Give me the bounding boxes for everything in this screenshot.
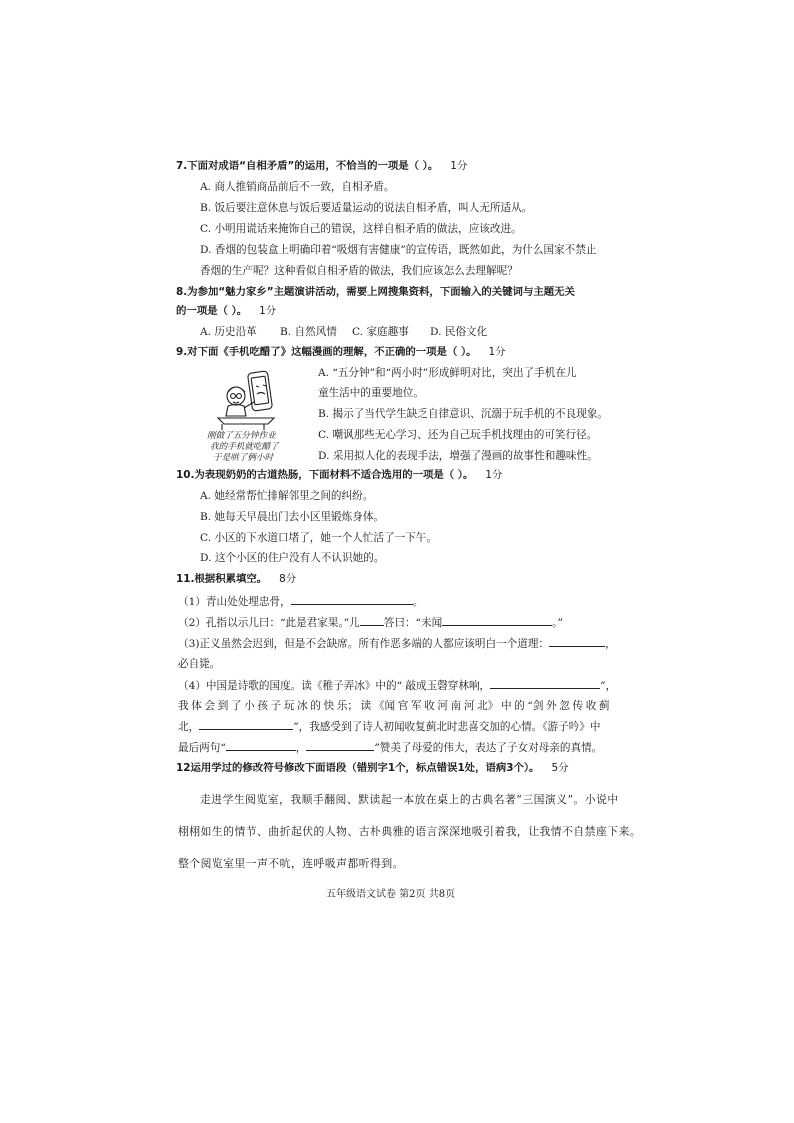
- q8-option-a: A. 历史沿革: [200, 326, 257, 338]
- justified-text-segment: 南: [450, 700, 462, 712]
- justified-text-segment: 小: [244, 700, 255, 712]
- q12-paragraph-line-2: 栩栩如生的情节、曲折起伏的人物、古朴典雅的语言深深地吸引着我，让我情不自禁座下来。: [178, 825, 642, 838]
- q11-item-2: （2）孔指以示儿曰：“此是君家果。”儿 答曰：“未闻 。”: [178, 617, 563, 629]
- justified-text-segment: 河: [463, 700, 475, 712]
- q12-title: 12运用学过的修改符号修改下面语段（错别字1个，标点错误1处，语病3个）。 5分: [176, 762, 569, 774]
- q9-option-c: C. 嘲讽那些无心学习、还为自己玩手机找理由的可笑行径。: [318, 429, 598, 441]
- q11-item-4-line-3: 北， ”，我感受到了诗人初闻收复蓟北时悲喜交加的心情。《游子吟》中: [178, 721, 601, 733]
- q8-option-b: B. 自然风情: [280, 326, 337, 338]
- q9-option-b: B. 揭示了当代学生缺乏自律意识、沉溺于玩手机的不良现象。: [318, 408, 608, 420]
- q9-option-a-cont: 童生活中的重要地位。: [318, 387, 424, 399]
- justified-text-segment: 了: [230, 700, 242, 712]
- justified-text-segment: 蓟: [599, 700, 610, 712]
- fill-blank[interactable]: [360, 615, 384, 626]
- justified-text-segment: 河: [437, 700, 448, 712]
- justified-text-segment: 中: [500, 700, 512, 712]
- q9-title: 9.对下面《手机吃醋了》这幅漫画的理解，不正确的一项是（ ）。 1分: [176, 346, 506, 358]
- q8-option-d: D. 民俗文化: [430, 326, 488, 338]
- q11-item-4: （4）中国是诗歌的国度。读《稚子弄冰》中的“ 敲成玉磬穿林响， ”，: [178, 680, 617, 692]
- q11-item-4-line-4: 最后两句“ ， ”赞美了母爱的伟大，表达了子女对母亲的真情。: [178, 742, 603, 754]
- comic-caption-line-1: 刚做了五分钟作业: [207, 431, 276, 441]
- justified-text-segment: 的: [310, 700, 321, 712]
- justified-text-segment: 我: [178, 700, 189, 712]
- q10-option-b: B. 她每天早晨出门去小区里锻炼身体。: [200, 511, 385, 523]
- justified-text-segment: 收: [585, 700, 597, 712]
- q10-option-a: A. 她经常帮忙排解邻里之间的纠纷。: [200, 490, 374, 502]
- justified-text-segment: 孩: [257, 700, 268, 712]
- comic-caption-line-3: 于是哄了俩小时: [213, 453, 274, 462]
- fill-blank[interactable]: [442, 615, 552, 626]
- justified-text-segment: 《闻: [373, 700, 396, 712]
- justified-text-segment: 官: [397, 700, 409, 712]
- fill-blank[interactable]: [291, 594, 413, 605]
- page-footer: 五年级语文试卷 第2页 共8页: [326, 889, 456, 900]
- q10-title: 10.为表现奶奶的古道热肠，下面材料不适合选用的一项是（ ）。 1分: [176, 469, 503, 481]
- fill-blank[interactable]: [199, 719, 293, 730]
- fill-blank[interactable]: [490, 678, 600, 689]
- justified-text-segment: 会: [204, 700, 216, 712]
- justified-text-segment: 冰: [297, 700, 308, 712]
- justified-text-segment: 体: [191, 700, 202, 712]
- justified-text-segment: 北》: [477, 700, 499, 712]
- q8-title: 8.为参加“魅力家乡”主题演讲活动，需要上网搜集资料，下面输入的关键词与主题无关: [176, 286, 575, 298]
- justified-text-segment: 读: [360, 700, 372, 712]
- q7-title: 7.下面对成语“自相矛盾”的运用，不恰当的一项是（ ）。 1分: [176, 160, 468, 172]
- justified-text-segment: 乐；: [336, 700, 358, 712]
- q11-item-1: （1）青山处处埋忠骨， 。: [178, 596, 424, 608]
- q11-item-4-line-2: [178, 699, 610, 713]
- fill-blank[interactable]: [306, 740, 374, 751]
- q12-paragraph-line-1: 走进学生阅览室，我顺手翻阅、默读起一本放在桌上的古典名著“三国演义”。小说中: [200, 793, 619, 806]
- q11-item-3: （3)正义虽然会迟到，但是不会缺席。所有作恶多端的人都应该明白一个道理： ，: [178, 638, 616, 650]
- q8-option-c: C. 家庭趣事: [352, 326, 409, 338]
- justified-text-segment: 玩: [283, 700, 295, 712]
- comic-illustration: [206, 366, 298, 462]
- justified-text-segment: 传: [572, 700, 584, 712]
- q10-option-c: C. 小区的下水道口堵了，她一个人忙活了一下午。: [200, 532, 437, 544]
- q7-option-c: C. 小明用谎话来掩饰自己的错误，这样自相矛盾的做法，应该改进。: [200, 223, 522, 235]
- fill-blank[interactable]: [226, 740, 296, 751]
- q10-option-d: D. 这个小区的住户没有人不认识她的。: [200, 552, 385, 564]
- q11-title: 11.根据积累填空。 8分: [176, 573, 297, 585]
- q8-title-cont: 的一项是（ ）。 1分: [176, 305, 277, 317]
- q7-option-d: D. 香烟的包装盒上明确印着“吸烟有害健康”的宣传语，既然如此，为什么国家不禁止: [200, 244, 597, 256]
- justified-text-segment: “剑: [527, 700, 544, 712]
- justified-text-segment: 到: [217, 700, 229, 712]
- q9-option-d: D. 采用拟人化的表现手法，增强了漫画的故事性和趣味性。: [318, 450, 598, 462]
- justified-text-segment: 外: [546, 700, 557, 712]
- justified-text-segment: 收: [424, 700, 435, 712]
- justified-text-segment: 军: [410, 700, 422, 712]
- q12-paragraph-line-3: 整个阅览室里一声不吭，连呼吸声都听得到。: [178, 857, 404, 870]
- q11-item-3-cont: 必自毙。: [178, 658, 221, 670]
- q7-option-b: B. 饭后要注意休息与饭后要适量运动的说法自相矛盾，叫人无所适从。: [200, 202, 533, 214]
- justified-text-segment: 子: [270, 700, 282, 712]
- q7-option-a: A. 商人推销商品前后不一致，自相矛盾。: [200, 181, 395, 193]
- q9-option-a: A. “五分钟”和“两小时”形成鲜明对比，突出了手机在儿: [318, 367, 577, 379]
- fill-blank[interactable]: [549, 636, 605, 647]
- comic-caption-line-2: 我的手机就吃醋了: [210, 442, 279, 452]
- q7-option-d-cont: 香烟的生产呢？这种看似自相矛盾的做法，我们应该怎么去理解呢？: [200, 265, 518, 277]
- justified-text-segment: 快: [323, 700, 335, 712]
- justified-text-segment: 忽: [559, 700, 570, 712]
- justified-text-segment: 的: [514, 700, 525, 712]
